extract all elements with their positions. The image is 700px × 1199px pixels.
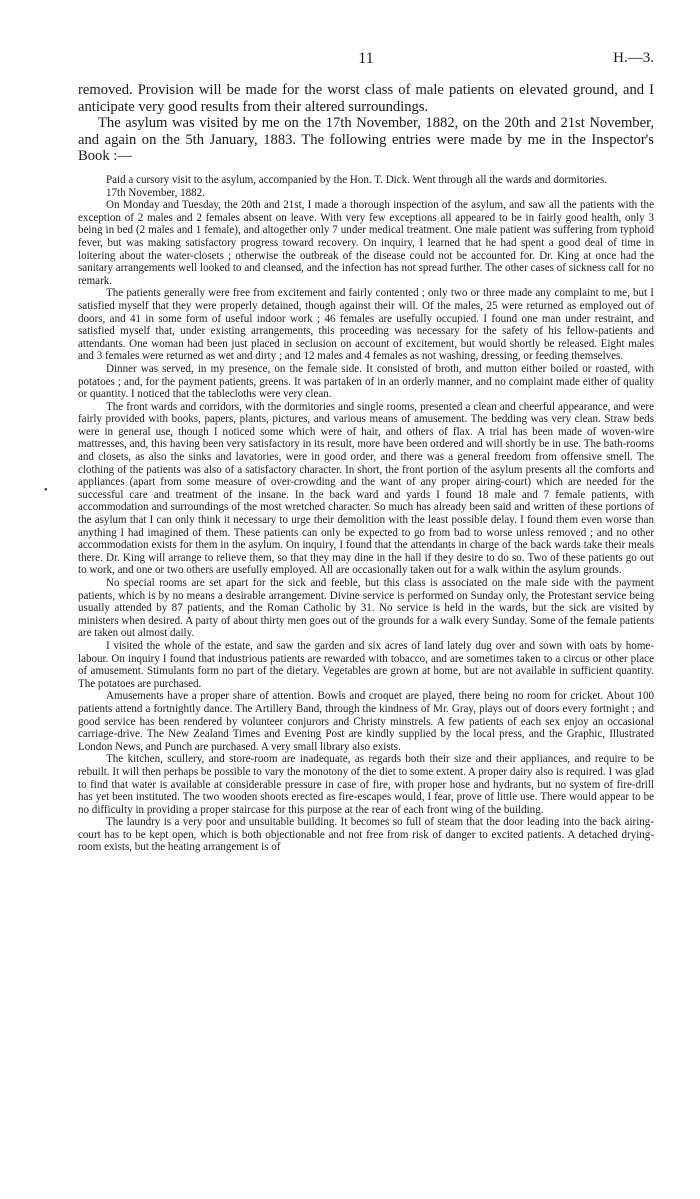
entry-paragraph: The kitchen, scullery, and store-room are inadequate, as regards both their size and their appliances, and require to be rebuilt. It will then perhaps be possible to vary the monotony of the diet to some extent. A proper dairy also is required. I was glad to find that water is available at considerable pressure in case of fire, with proper hose and hydrants, but no system of fire-drill has yet been instituted. The two wooden shoots erected as fire-escapes would, I fear, prove of little use. There would appear to be no difficulty in providing a proper staircase for this purpose at the rear of each front wing of the building. [78, 753, 654, 816]
entry-paragraph: Paid a cursory visit to the asylum, accompanied by the Hon. T. Dick. Went through all the wards and dormitories. [106, 174, 608, 186]
entry-date: 17th November, 1882. [106, 186, 205, 199]
entry-paragraph: I visited the whole of the estate, and saw the garden and six acres of land lately dug over and sown with oats by home-labour. On inquiry I found that industrious patients are rewarded with tobacco, and are sometimes taken to a circus or other place of amusement. Stimulants form no part of the dietary. Vegetables are grown at home, but are not available in sufficient quantity. The potatoes are purchased. [78, 639, 654, 690]
entry-paragraph: Amusements have a proper share of attention. Bowls and croquet are played, there being no room for cricket. About 100 patients attend a fortnightly dance. The Artillery Band, through the kindness of Mr. Gray, plays out of doors every fortnight ; and good service has been rendered by volunteer conjurors and Christy minstrels. A few patients of each sex enjoy an occasional carriage-drive. The New Zealand Times and Evening Post are kindly supplied by the local press, and the Graphic, Illustrated London News, and Punch are purchased. A very small library also exists. [78, 690, 654, 753]
entry-paragraph: The patients generally were free from excitement and fairly contented ; only two or three made any complaint to me, but I satisfied myself that they were properly detained, though against their will. Of the males, 25 were returned as employed out of doors, and 41 in some form of useful indoor work ; 46 females are usefully occupied. I found one man under restraint, and satisfied myself that, under existing arrangements, this proceeding was necessary for the safety of his fellow-patients and attendants. One woman had been just placed in seclusion on account of excitement, but would shortly be released. Eight males and 3 females were returned as wet and dirty ; and 12 males and 4 females as not washing, dressing, or feeding themselves. [78, 287, 654, 363]
inspector-book-entries [78, 174, 654, 854]
intro-paragraph: The asylum was visited by me on the 17th November, 1882, on the 20th and 21st November, and again on the 5th January, 1883. The following entries were made by me in the Inspector's Book :— [78, 115, 654, 165]
entry-paragraph: No special rooms are set apart for the sick and feeble, but this class is associated on the male side with the payment patients, which is by no means a desirable arrangement. Divine service is performed on Sunday only, the Protestant service being usually attended by 87 patients, and the Roman Catholic by 31. No service is held in the wards, but the sick are visited by ministers when desired. A party of about thirty men goes out of the grounds for a walk every Sunday. Some of the female patients are taken out almost daily. [78, 577, 654, 640]
document-reference: H.—3. [613, 50, 654, 66]
page-number: 11 [358, 50, 374, 67]
entry-paragraph: The front wards and corridors, with the dormitories and single rooms, presented a clean and cheerful appearance, and were fairly provided with books, papers, plants, pictures, and various means of amusement. The bedding was very clean. Straw beds were in general use, though I noticed some which were of hair, and others of flax. A trial has been made of woven-wire mattresses, and, this having been very satisfactory in its result, more have been ordered and will shortly be in use. The bath-rooms and closets, as also the sinks and lavatories, were in good order, and there was a general freedom from offensive smell. The clothing of the patients was also of a satisfactory character. In short, the front portion of the asylum presents all the comforts and appliances (apart from some measure of over-crowding and the want of any proper airing-court) which are needed for the successful care and treatment of the insane. In the back ward and yards I found 18 male and 7 female patients, with accommodation and surroundings of the most wretched character. So much has already been said and written of these portions of the asylum that I can only think it necessary to urge their demolition with the least possible delay. I found them even worse than anything I had imagined of them. These patients can only be expected to go from bad to worse unless removed ; and no other accommodation exists for them in the asylum. On inquiry, I found that the attendants in charge of the back wards take their meals there. Dr. King will arrange to relieve them, so that they may dine in the hall if they desire to do so. Two of these patients go out to work, and one or two others are usefully employed. All are occasionally taken out for a walk within the asylum grounds. [78, 400, 654, 577]
entry-paragraph: On Monday and Tuesday, the 20th and 21st, I made a thorough inspection of the asylum, and saw all the patients with the exception of 2 males and 2 females absent on leave. With very few exceptions all appeared to be in fairly good health, only 3 being in bed (2 males and 1 female), and altogether only 7 under medical treatment. One male patient was suffering from typhoid fever, but was making satisfactory progress toward recovery. On inquiry, I learned that he had spent a good deal of time in loitering about the water-closets ; otherwise the outbreak of the disease could not be accounted for. Dr. King at once had the sanitary arrangements well looked to and cleansed, and the infection has not spread further. The other cases of sickness call for no remark. [78, 199, 654, 287]
intro-paragraph: removed. Provision will be made for the worst class of male patients on elevated ground, and I anticipate very good results from their altered surroundings. [78, 82, 654, 115]
page-header [78, 50, 654, 72]
intro-text [78, 82, 654, 165]
entry-paragraph: Dinner was served, in my presence, on the female side. It consisted of broth, and mutton either boiled or roasted, with potatoes ; and, for the payment patients, greens. It was partaken of in an orderly manner, and no complaint made either of quality or quantity. I noticed that the tablecloths were very clean. [78, 362, 654, 401]
margin-mark: • [44, 485, 48, 496]
entry-paragraph: The laundry is a very poor and unsuitable building. It becomes so full of steam that the door leading into the back airing-court has to be kept open, which is both objectionable and not free from risk of danger to excited patients. A detached drying-room exists, but the heating arrangement is of [78, 816, 654, 854]
